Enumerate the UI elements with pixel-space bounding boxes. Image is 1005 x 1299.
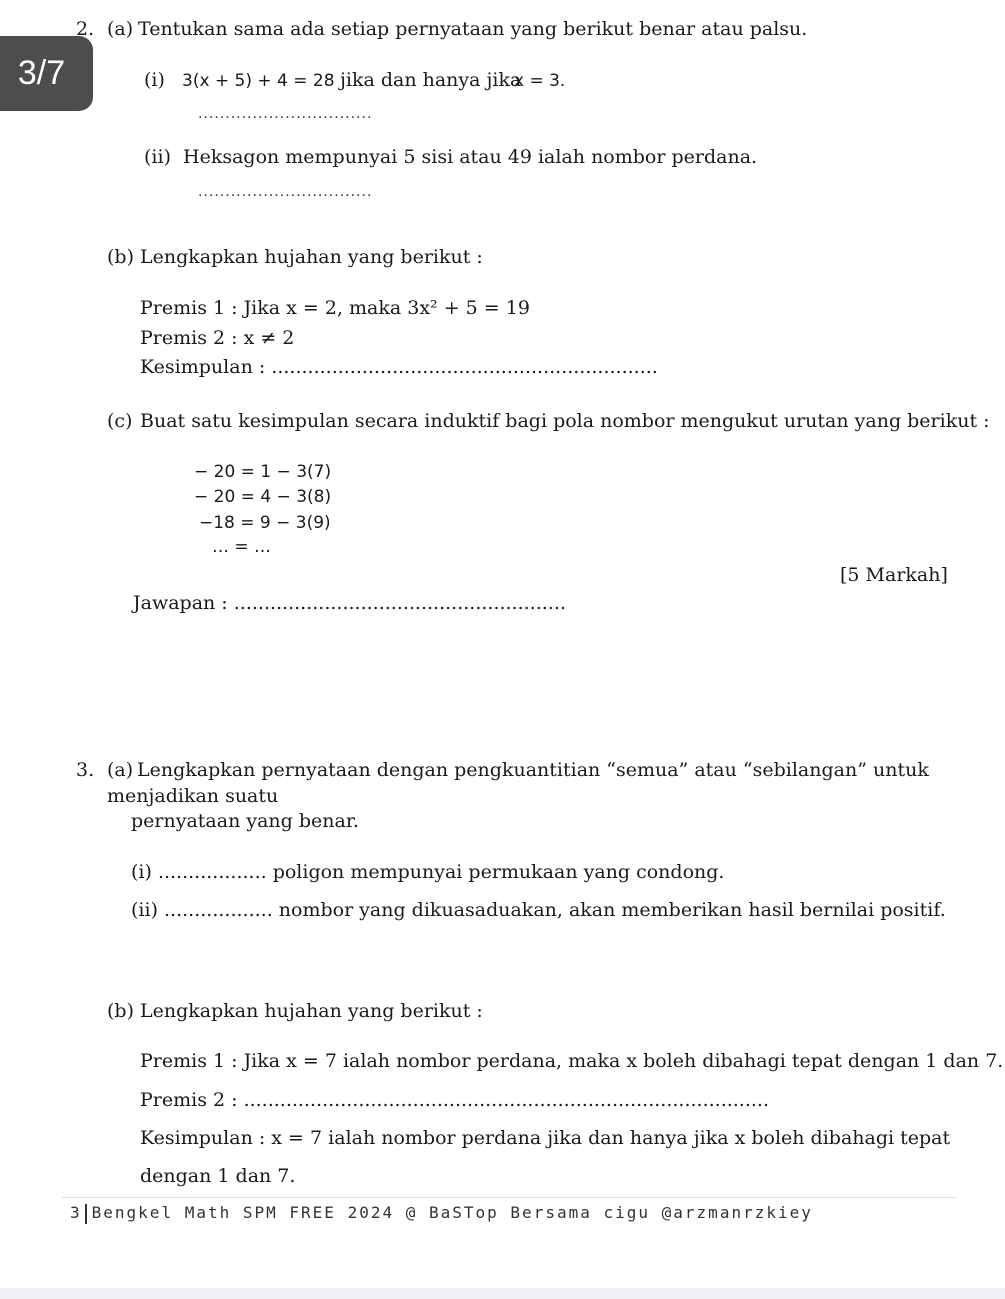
footer-text: Bengkel Math SPM FREE 2024 @ BaSTop Bersama cigu @arzmanrzkiey (91, 1203, 813, 1222)
footer-separator (85, 1204, 87, 1224)
q2b-premis-2: Premis 2 : x ≠ 2 (140, 327, 295, 349)
page-indicator-badge (0, 36, 93, 111)
q2c-instruction: Buat satu kesimpulan secara induktif bagi pola nombor mengukut urutan yang berikut : (140, 410, 990, 432)
q2-number: 2. (76, 18, 95, 40)
q2b-label: (b) (107, 246, 134, 268)
q2a-ii-answer-line[interactable]: ................................ (198, 184, 373, 200)
q3a-label: (a) (107, 759, 134, 781)
q2c-label: (c) (107, 410, 133, 432)
q2-marks: [5 Markah] (840, 564, 948, 586)
q2a-label: (a) (107, 18, 134, 40)
q2b-instruction: Lengkapkan hujahan yang berikut : (140, 246, 483, 268)
q2a-instruction: Tentukan sama ada setiap pernyataan yang berikut benar atau palsu. (138, 18, 808, 40)
q3b-kesimpulan-2: dengan 1 dan 7. (140, 1165, 296, 1187)
viewer-bottom-strip (0, 1288, 1005, 1299)
q2a-ii-text: Heksagon mempunyai 5 sisi atau 49 ialah nombor perdana. (183, 146, 758, 168)
page-footer (70, 1203, 813, 1224)
q2b-kesimpulan[interactable]: Kesimpulan : ................................................................ (140, 356, 658, 378)
q3b-premis-1: Premis 1 : Jika x = 7 ialah nombor perdana, maka x boleh dibahagi tepat dengan 1 dan 7. (140, 1050, 1004, 1072)
page-indicator-text: 3/7 (17, 54, 66, 92)
q2c-sequence-1: − 20 = 1 − 3(7) (194, 462, 332, 482)
q2c-sequence-2: − 20 = 4 − 3(8) (194, 487, 332, 507)
q3a-instruction-2: menjadikan suatu (107, 785, 279, 807)
q2a-i-label: (i) (144, 69, 165, 91)
q3a-ii[interactable]: (ii) .................. nombor yang dikuasaduakan, akan memberikan hasil bernilai positif. (131, 899, 946, 921)
q3b-premis-2[interactable]: Premis 2 : ....................................................................................... (140, 1089, 770, 1111)
q2c-sequence-4: … = … (212, 537, 272, 557)
q3a-i[interactable]: (i) .................. poligon mempunyai permukaan yang condong. (131, 861, 725, 883)
footer-page-number: 3 (70, 1203, 82, 1222)
q3b-label: (b) (107, 1000, 134, 1022)
q3b-instruction: Lengkapkan hujahan yang berikut : (140, 1000, 483, 1022)
q2a-i-text: jika dan hanya jika (340, 69, 522, 91)
q2b-premis-1: Premis 1 : Jika x = 2, maka 3x² + 5 = 19 (140, 297, 530, 319)
q2a-i-condition: x = 3. (514, 71, 566, 91)
q3a-instruction-3: pernyataan yang benar. (131, 810, 359, 832)
q2a-ii-label: (ii) (144, 146, 171, 168)
q3a-instruction-1: Lengkapkan pernyataan dengan pengkuantitian “semua” atau “sebilangan” untuk (137, 759, 929, 781)
q2a-i-answer-line[interactable]: ................................ (198, 106, 373, 122)
q2a-i-equation: 3(x + 5) + 4 = 28 (182, 71, 335, 91)
q3b-kesimpulan-1: Kesimpulan : x = 7 ialah nombor perdana jika dan hanya jika x boleh dibahagi tepat (140, 1127, 951, 1149)
q2c-jawapan[interactable]: Jawapan : ....................................................... (133, 592, 566, 614)
q2c-sequence-3: −18 = 9 − 3(9) (199, 513, 331, 533)
footer-divider (62, 1197, 957, 1198)
q3-number: 3. (76, 759, 95, 781)
